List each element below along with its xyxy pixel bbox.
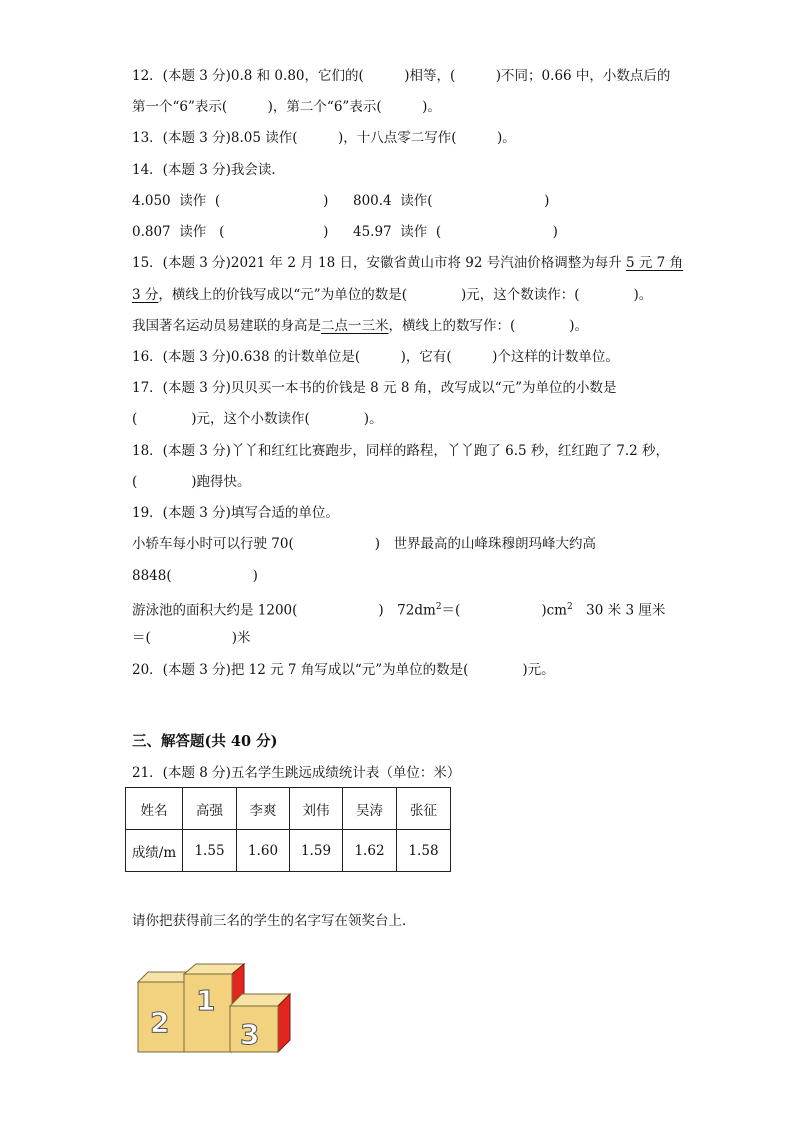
q21-instruction: 请你把获得前三名的学生的名字写在领奖台上． [132,913,416,929]
q12-line1: 12．(本题 3 分)0.8 和 0.80，它们的( )相等，( )不同；0.66 中，小数点后的 [132,68,671,84]
q15-line3-text: 我国著名运动员易建联的身高是 [132,318,321,334]
q19-line4-end: 30 米 3 厘米 [572,602,666,619]
q15-height-underline: 二点一三米 [321,318,389,334]
table-cell: 吴涛 [343,788,397,830]
table-cell: 高强 [183,788,237,830]
section-title: 三、解答题(共 40 分) [132,733,278,750]
table-cell: 刘伟 [290,788,343,830]
table-cell: 1.58 [397,830,451,872]
q15-price-underline: 5 元 7 角 [626,255,684,271]
q14-item-4597: 45.97 读作 ( ) [353,224,558,240]
table-cell: 姓名 [126,788,183,830]
q14-item-8004: 800.4 读作( ) [353,193,550,209]
q19-line4-cm: ＝( )cm [441,602,567,619]
table-cell: 李爽 [237,788,290,830]
q12-line2: 第一个“6”表示( )，第二个“6”表示( )。 [132,99,441,115]
podium-number-1: 1 [196,984,216,1017]
table-cell: 1.59 [290,830,343,872]
q19-dm-squared: 2 [435,602,442,612]
table-row [126,830,451,872]
score-table [125,787,451,872]
q15-price-underline-cont: 3 分 [132,287,159,303]
table-cell: 1.62 [343,830,397,872]
q15-line1 [132,254,683,272]
q15-line3-post: ，横线上的数写作：( )。 [388,318,589,334]
q15-line2 [132,286,652,304]
q15-line3 [132,317,588,335]
q15-line1-text: 15．(本题 3 分)2021 年 2 月 18 日，安徽省黄山市将 92 号汽油价格调整为每升 [132,255,627,271]
table-cell: 1.55 [183,830,237,872]
q13-line1: 13．(本题 3 分)8.05 读作( )，十八点零二写作( )。 [132,130,516,146]
table-cell: 张征 [397,788,451,830]
q17-line2: ( )元，这个小数读作( )。 [132,411,383,427]
q14-item-0807: 0.807 读作 ( ) [132,224,329,240]
q19-line2: 小轿车每小时可以行驶 70( ) 世界最高的山峰珠穆朗玛峰大约高 [132,536,597,552]
q18-line2: ( )跑得快。 [132,474,251,490]
q19-line4 [132,598,665,620]
q18-line1: 18．(本题 3 分)丫丫和红红比赛跑步，同样的路程，丫丫跑了 6.5 秒，红红跑了 7.2 秒， [132,443,669,459]
q15-line2-text: ，横线上的价钱写成以“元”为单位的数是( )元，这个数读作：( )。 [158,287,653,303]
q19-line3: 8848( ) [132,568,258,584]
q17-line1: 17．(本题 3 分)贝贝买一本书的价钱是 8 元 8 角，改写成以“元”为单位的小数是 [132,380,617,396]
table-cell: 1.60 [237,830,290,872]
q16-line1: 16．(本题 3 分)0.638 的计数单位是( )，它有( )个这样的计数单位。 [132,349,619,365]
q14-line1: 14．(本题 3 分)我会读． [132,162,285,178]
podium-number-3: 3 [240,1018,260,1051]
q19-line4-text: 游泳池的面积大约是 1200( ) 72dm [132,602,436,619]
q21-line1: 21．(本题 8 分)五名学生跳远成绩统计表（单位：米） [132,765,461,781]
q14-item-4050: 4.050 读作 ( ) [132,193,329,209]
podium-illustration [134,960,294,1055]
table-cell: 成绩/m [126,830,183,872]
q19-cm-squared: 2 [566,602,573,612]
q19-line1: 19．(本题 3 分)填写合适的单位。 [132,505,339,521]
podium-number-2: 2 [150,1006,170,1039]
q20-line1: 20．(本题 3 分)把 12 元 7 角写成以“元”为单位的数是( )元。 [132,662,555,678]
q19-line5: ＝( )米 [132,630,251,646]
table-header-row [126,788,451,830]
